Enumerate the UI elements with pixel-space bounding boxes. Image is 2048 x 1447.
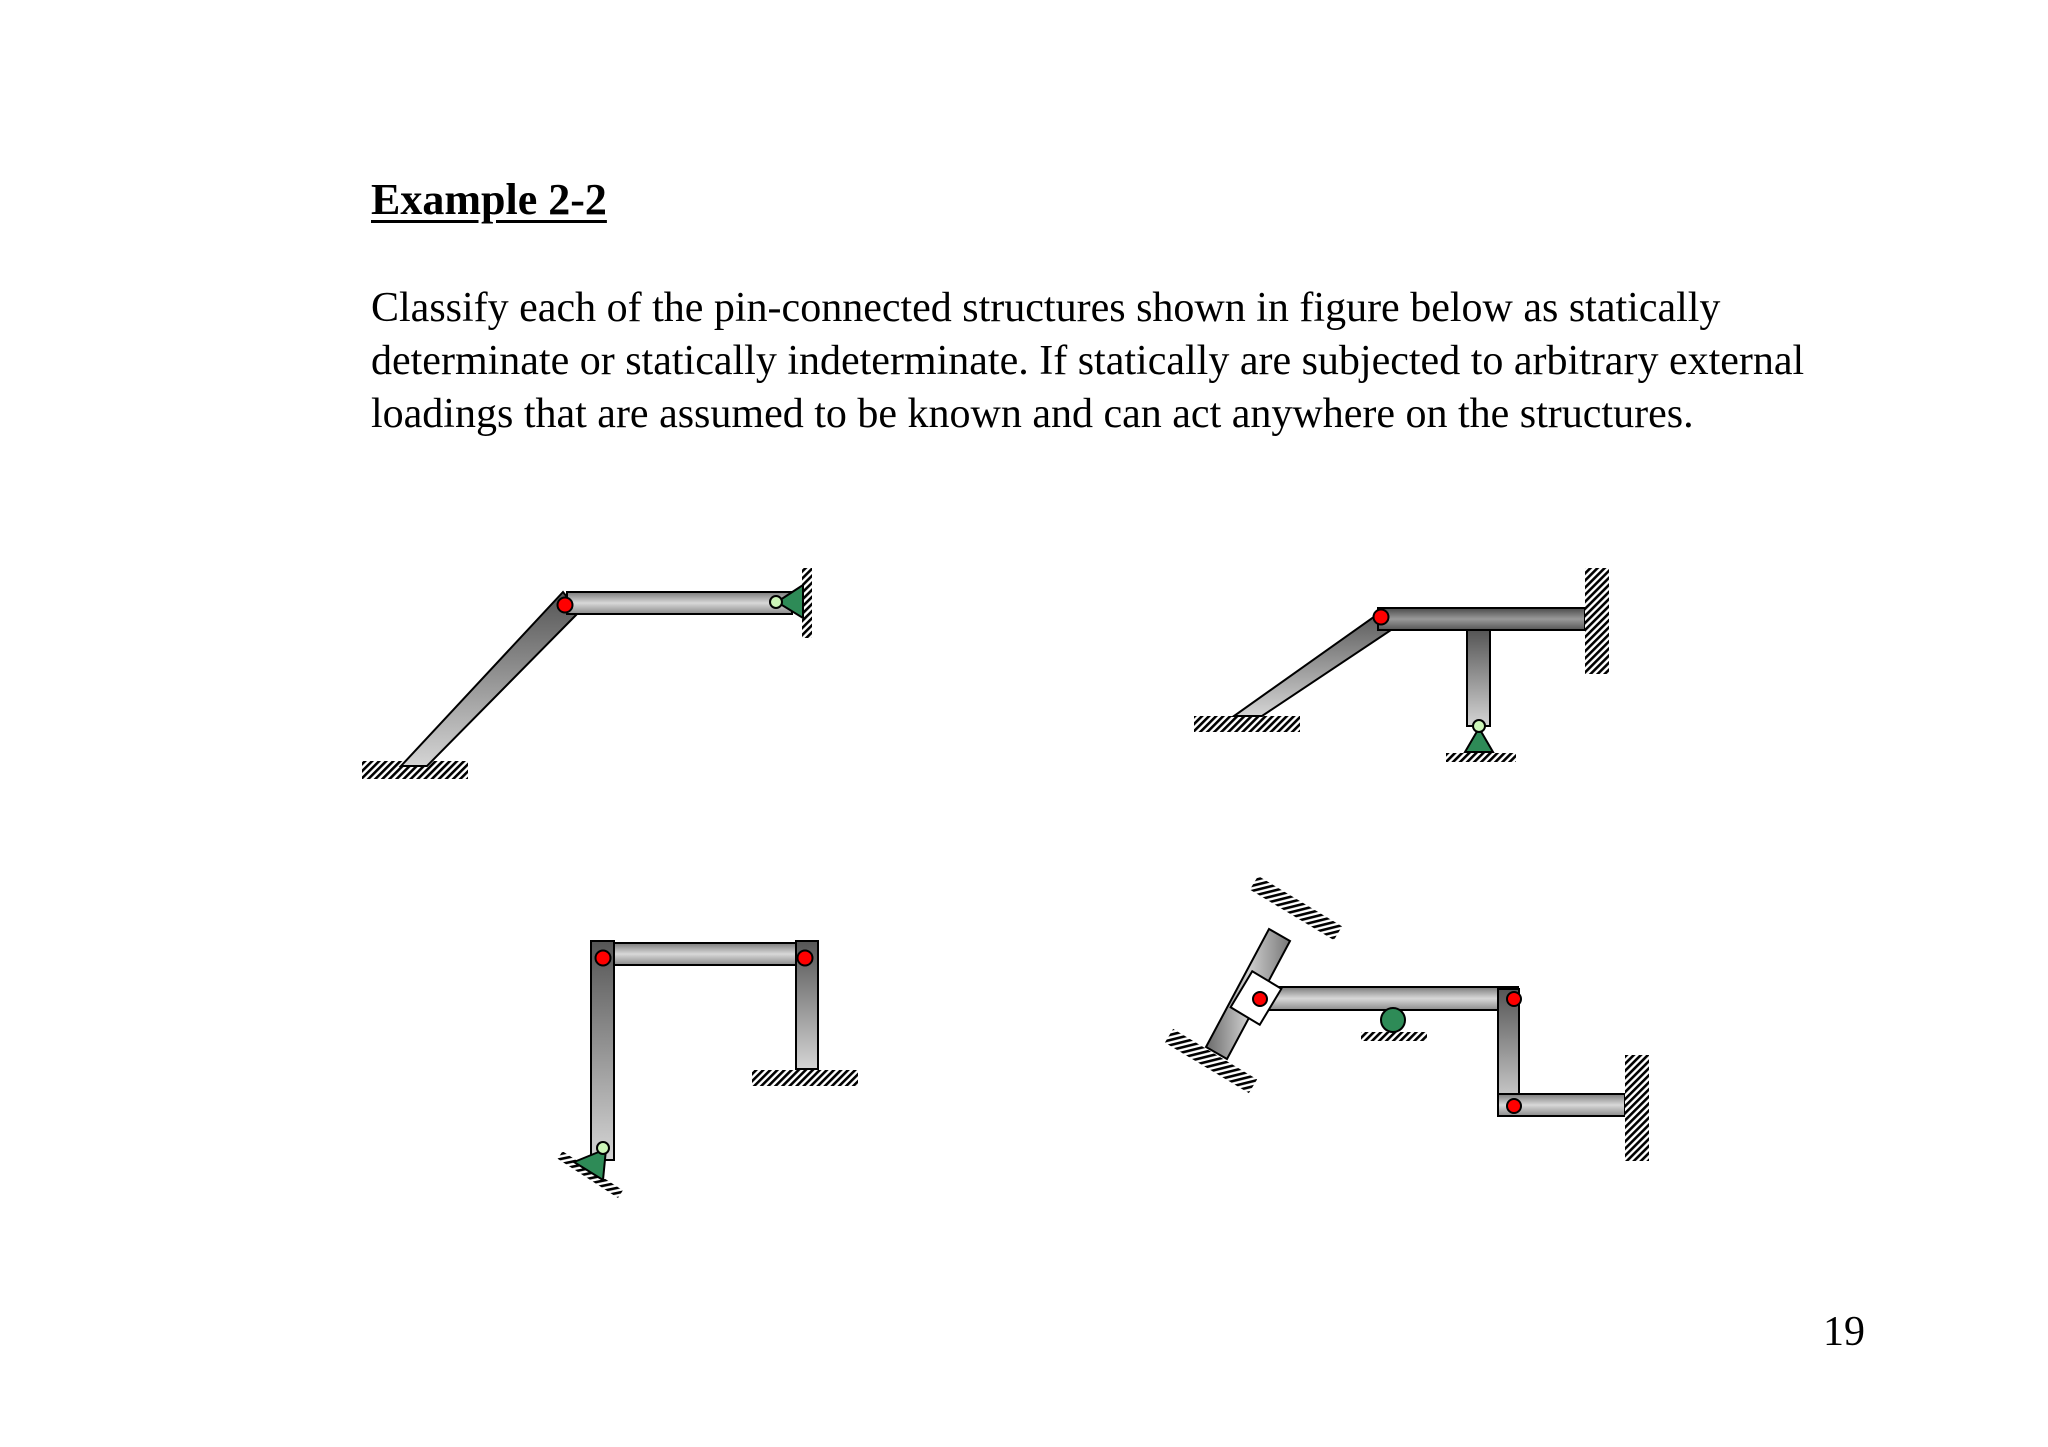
ground-hatch [1194, 716, 1300, 732]
horizontal-member [1378, 608, 1585, 630]
inclined-ground-hatch [1250, 876, 1342, 940]
support-pin [770, 596, 782, 608]
vertical-member [591, 941, 614, 1160]
ground-hatch [1446, 753, 1516, 762]
page-number: 19 [1823, 1309, 1865, 1355]
pin-joint [1374, 610, 1389, 625]
page-title: Example 2-2 [371, 175, 607, 224]
ground-hatch [1361, 1032, 1427, 1041]
inclined-member [401, 592, 579, 766]
horizontal-member [567, 592, 792, 614]
pin-joint [1507, 1099, 1521, 1113]
inclined-member [1234, 609, 1397, 716]
ground-hatch [752, 1070, 858, 1086]
horizontal-member [614, 943, 796, 965]
wall-hatch [1625, 1055, 1649, 1161]
pin-joint [558, 598, 573, 613]
structure-a [362, 568, 812, 779]
structure-b [1194, 568, 1609, 762]
vertical-member [1467, 630, 1490, 726]
wall-hatch [1585, 568, 1609, 674]
support-pin [1473, 720, 1485, 732]
horizontal-member [1244, 987, 1518, 1010]
support-pin [597, 1142, 609, 1154]
problem-statement: Classify each of the pin-connected structures shown in figure below as statically determinate or statically indeterminate. If statically are subjected to arbitrary external loadings that are assumed to be known and can act anywhere on the structures. [371, 285, 1805, 437]
roller-support [1381, 1008, 1405, 1032]
pin-joint [1507, 992, 1521, 1006]
vertical-member [1498, 989, 1519, 1109]
pin-joint [798, 951, 813, 966]
pin-joint [1253, 992, 1267, 1006]
structure-d [1165, 876, 1649, 1161]
pin-joint [596, 951, 611, 966]
structure-c [558, 941, 858, 1198]
